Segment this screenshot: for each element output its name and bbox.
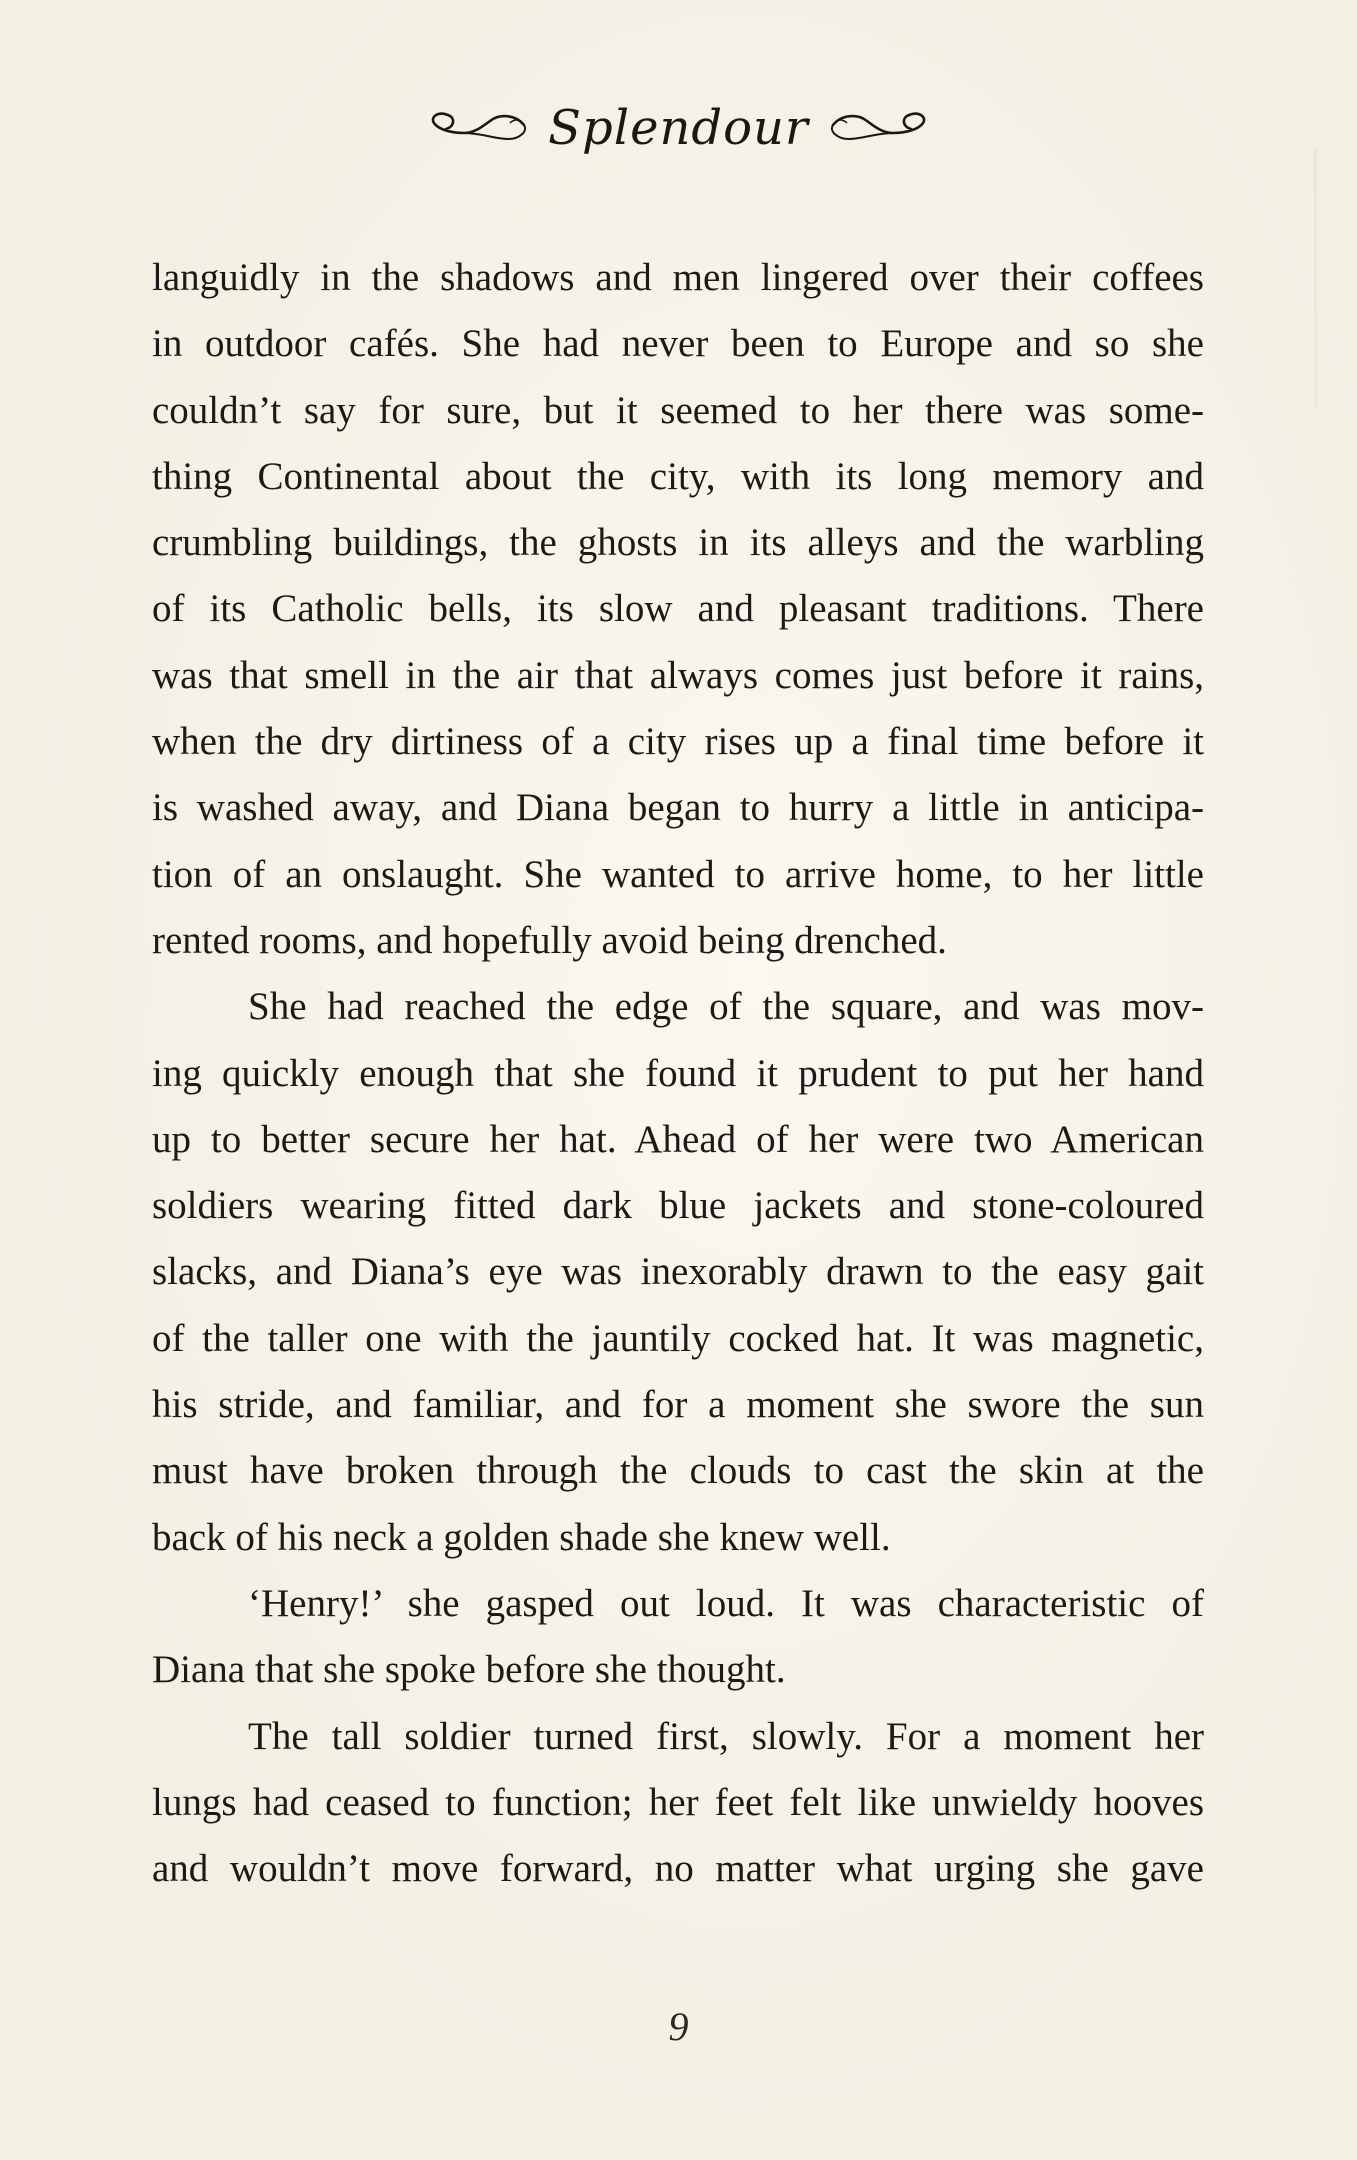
- text-line: rented rooms, and hopefully avoid being drenched.: [152, 918, 947, 962]
- text-line: slacks, and Diana’s eye was inexorably drawn to the easy gait: [152, 1250, 1204, 1294]
- text-line: is washed away, and Diana began to hurry a little in anticipa-: [152, 786, 1204, 830]
- text-line: She had reached the edge of the square, and was mov-: [248, 985, 1204, 1029]
- text-line: in outdoor cafés. She had never been to Europe and so she: [152, 322, 1204, 366]
- text-line: Diana that she spoke before she thought.: [152, 1648, 786, 1692]
- text-line: of the taller one with the jauntily cocked hat. It was magnetic,: [152, 1316, 1204, 1360]
- text-line: thing Continental about the city, with its long memory and: [152, 454, 1204, 498]
- text-line: of its Catholic bells, its slow and pleasant traditions. There: [152, 587, 1204, 631]
- scroll-flourish-right-icon: [823, 103, 933, 153]
- running-title: Splendour: [548, 100, 809, 156]
- text-line: couldn’t say for sure, but it seemed to her there was some-: [152, 388, 1204, 432]
- running-header: [0, 100, 1357, 180]
- text-line: ‘Henry!’ she gasped out loud. It was characteristic of: [248, 1581, 1204, 1625]
- page-number: 9: [668, 2004, 689, 2049]
- text-line: back of his neck a golden shade she knew well.: [152, 1515, 891, 1559]
- paragraph: [152, 1571, 1204, 1704]
- paragraph: [152, 974, 1204, 1571]
- text-line: lungs had ceased to function; her feet felt like unwieldy hooves: [152, 1780, 1204, 1824]
- body-text: [152, 245, 1204, 1902]
- paragraph: [152, 1704, 1204, 1903]
- text-line: ing quickly enough that she found it prudent to put her hand: [152, 1051, 1204, 1095]
- text-line: must have broken through the clouds to cast the skin at the: [152, 1449, 1204, 1493]
- scroll-flourish-left-icon: [424, 103, 534, 153]
- text-line: and wouldn’t move forward, no matter what urging she gave: [152, 1847, 1204, 1891]
- text-line: his stride, and familiar, and for a moment she swore the sun: [152, 1383, 1204, 1427]
- paragraph: [152, 245, 1204, 974]
- text-line: languidly in the shadows and men lingered over their coffees: [152, 256, 1204, 299]
- text-line: when the dry dirtiness of a city rises up a final time before it: [152, 720, 1204, 764]
- text-line: soldiers wearing fitted dark blue jackets and stone-coloured: [152, 1184, 1204, 1228]
- text-line: The tall soldier turned first, slowly. For a moment her: [248, 1714, 1204, 1758]
- page-edge-shadow: [1314, 150, 1317, 410]
- text-line: was that smell in the air that always comes just before it rains,: [152, 653, 1204, 697]
- text-line: tion of an onslaught. She wanted to arrive home, to her little: [152, 852, 1204, 896]
- text-line: up to better secure her hat. Ahead of her were two American: [152, 1117, 1204, 1161]
- text-line: crumbling buildings, the ghosts in its alleys and the warbling: [152, 521, 1204, 565]
